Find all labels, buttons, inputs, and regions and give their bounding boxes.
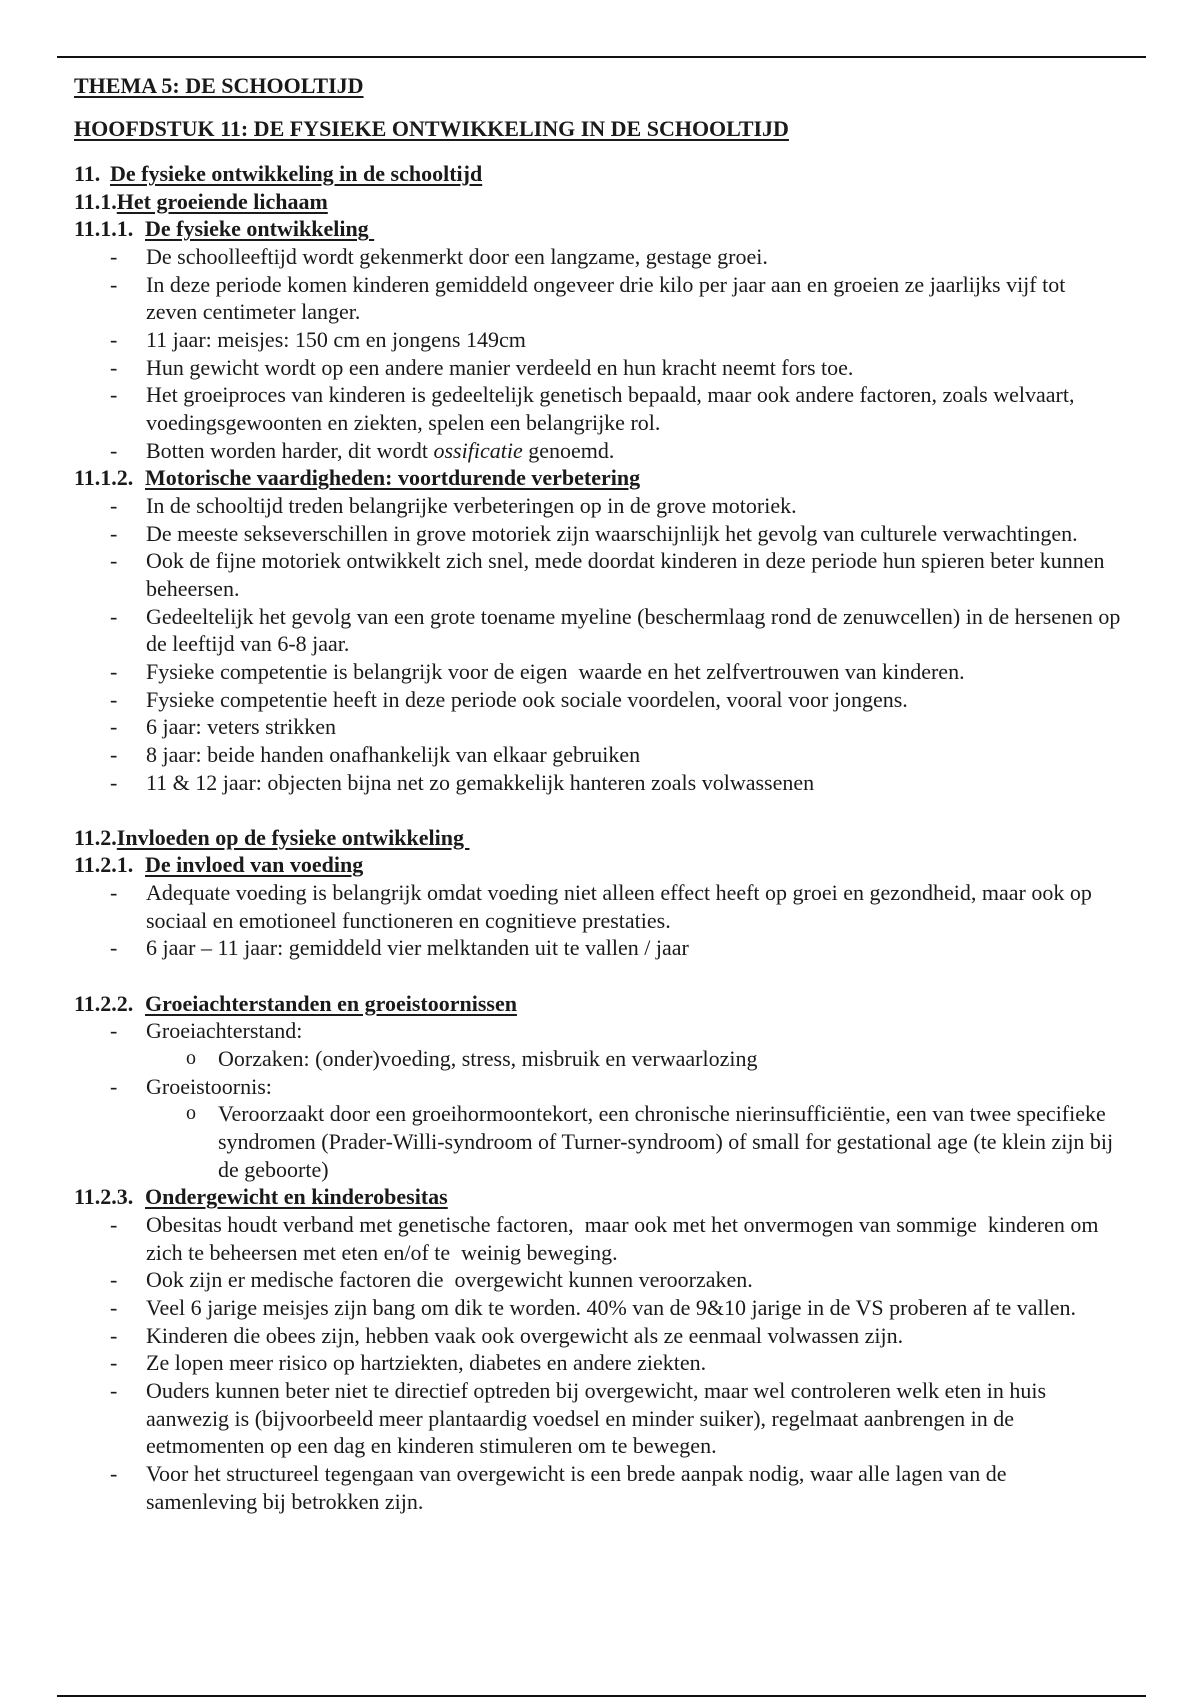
heading-11-2 xyxy=(74,824,1164,852)
top-rule xyxy=(57,56,1146,58)
theme-title: THEMA 5: DE SCHOOLTIJD xyxy=(74,73,364,98)
bullet-dash: - xyxy=(110,741,118,767)
bullet-text-line: Gedeeltelijk het gevolg van een grote toename myeline (beschermlaag rond de zenuwcellen) in de hersenen op xyxy=(146,603,1121,629)
heading-number: 11.1. xyxy=(74,188,117,214)
bullet-item xyxy=(74,1266,1164,1294)
bullet-text-line: Ouders kunnen beter niet te directief optreden bij overgewicht, maar wel controleren welk eten in huis xyxy=(146,1377,1047,1403)
bullet-dash: - xyxy=(110,1377,118,1403)
heading-title: Ondergewicht en kinderobesitas xyxy=(145,1184,448,1210)
bullet-item xyxy=(74,686,1164,714)
bullet-dash: - xyxy=(110,769,118,795)
bullet-item xyxy=(74,354,1164,382)
heading-number: 11. xyxy=(74,161,101,187)
bullet-item xyxy=(74,1322,1164,1350)
bullet-text-line: zich te beheersen met eten en/of te weinig beweging. xyxy=(146,1239,618,1265)
heading-11-2-2 xyxy=(74,990,1164,1018)
bullet-item xyxy=(74,437,1164,465)
bullet-text-line: Voor het structureel tegengaan van overgewicht is een brede aanpak nodig, waar alle lagen van de xyxy=(146,1460,1007,1486)
sub-bullet-item xyxy=(74,1100,1164,1183)
heading-title: De invloed van voeding xyxy=(145,852,364,878)
bullet-dash: - xyxy=(110,492,118,518)
bullet-item xyxy=(74,381,1164,436)
heading-11-1 xyxy=(74,188,1164,216)
bullet-item xyxy=(74,741,1164,769)
bullet-text-line: De meeste sekseverschillen in grove motoriek zijn waarschijnlijk het gevolg van culturele verwachtingen. xyxy=(146,520,1078,546)
sub-bullet-marker: o xyxy=(186,1102,196,1125)
heading-number: 11.2.3. xyxy=(74,1184,134,1210)
bullet-text-line: Veel 6 jarige meisjes zijn bang om dik te worden. 40% van de 9&10 jarige in de VS proberen af te vallen. xyxy=(146,1294,1077,1320)
heading-11-1-1 xyxy=(74,215,1164,243)
bullet-item xyxy=(74,713,1164,741)
heading-number: 11.2. xyxy=(74,824,117,850)
sub-bullet-item xyxy=(74,1045,1164,1073)
bullet-dash: - xyxy=(110,1018,118,1044)
bullet-dash: - xyxy=(110,327,118,353)
bullet-dash: - xyxy=(110,548,118,574)
heading-title: De fysieke ontwikkeling xyxy=(145,216,375,242)
bullet-text-segment: Botten worden harder, dit wordt xyxy=(146,437,434,463)
bullet-text-line: Fysieke competentie heeft in deze periode ook sociale voordelen, vooral voor jongens. xyxy=(146,686,908,712)
bullet-text-line: eetmomenten op een dag en kinderen stimuleren om te bewegen. xyxy=(146,1433,717,1459)
heading-title: Motorische vaardigheden: voortdurende verbetering xyxy=(145,465,641,491)
bullet-text-line: beheersen. xyxy=(146,575,240,601)
bottom-rule xyxy=(57,1695,1146,1697)
bullet-item xyxy=(74,1460,1164,1515)
bullet-text-line: De schoolleeftijd wordt gekenmerkt door een langzame, gestage groei. xyxy=(146,244,768,270)
heading-title: De fysieke ontwikkeling in de schooltijd xyxy=(110,161,483,187)
bullet-text-line: 8 jaar: beide handen onafhankelijk van elkaar gebruiken xyxy=(146,741,641,767)
bullet-text-line: Groeistoornis: xyxy=(146,1073,272,1099)
bullet-item xyxy=(74,326,1164,354)
bullet-text-line: samenleving bij betrokken zijn. xyxy=(146,1488,424,1514)
bullet-item xyxy=(74,520,1164,548)
bullet-item xyxy=(74,879,1164,934)
bullet-text-line: Het groeiproces van kinderen is gedeeltelijk genetisch bepaald, maar ook andere factoren, zoals welvaart, xyxy=(146,382,1075,408)
bullet-item xyxy=(74,1377,1164,1460)
bullet-item xyxy=(74,492,1164,520)
bullet-item xyxy=(74,934,1164,962)
bullet-dash: - xyxy=(110,520,118,546)
bullet-text-line: 11 & 12 jaar: objecten bijna net zo gemakkelijk hanteren zoals volwassenen xyxy=(146,769,815,795)
bullet-dash: - xyxy=(110,271,118,297)
bullet-dash: - xyxy=(110,382,118,408)
heading-11-2-1 xyxy=(74,851,1164,879)
bullet-dash: - xyxy=(110,935,118,961)
bullet-text-line: In deze periode komen kinderen gemiddeld ongeveer drie kilo per jaar aan en groeien ze jaarlijks vijf tot xyxy=(146,271,1066,297)
bullet-dash: - xyxy=(110,1350,118,1376)
bullet-item xyxy=(74,1017,1164,1045)
bullet-text-segment: genoemd. xyxy=(522,437,615,463)
bullet-dash: - xyxy=(110,244,118,270)
heading-title: Invloeden op de fysieke ontwikkeling xyxy=(116,824,470,850)
bullet-item xyxy=(74,1349,1164,1377)
bullet-text-line: 11 jaar: meisjes: 150 cm en jongens 149cm xyxy=(146,327,526,353)
heading-number: 11.2.1. xyxy=(74,852,134,878)
bullet-text-line: Ook zijn er medische factoren die overgewicht kunnen veroorzaken. xyxy=(146,1267,753,1293)
bullet-text-line: Obesitas houdt verband met genetische factoren, maar ook met het onvermogen van sommige kinderen om xyxy=(146,1212,1099,1237)
bullet-dash: - xyxy=(110,1212,118,1237)
bullet-dash: - xyxy=(110,658,118,684)
bullet-item xyxy=(74,603,1164,658)
bullet-dash: - xyxy=(110,1294,118,1320)
bullet-text-line: Fysieke competentie is belangrijk voor de eigen waarde en het zelfvertrouwen van kinderen. xyxy=(146,658,965,684)
bullet-dash: - xyxy=(110,1322,118,1348)
bullet-item xyxy=(74,271,1164,326)
bullet-text-line: Hun gewicht wordt op een andere manier verdeeld en hun kracht neemt fors toe. xyxy=(146,354,854,380)
bullet-item xyxy=(74,769,1164,797)
bullet-text-line: de leeftijd van 6-8 jaar. xyxy=(146,631,350,657)
chapter-title: HOOFDSTUK 11: DE FYSIEKE ONTWIKKELING IN DE SCHOOLTIJD xyxy=(74,116,789,142)
bullet-item xyxy=(74,1294,1164,1322)
document-body xyxy=(74,72,1164,1515)
heading-title: Het groeiende lichaam xyxy=(116,188,328,214)
bullet-text-line: In de schooltijd treden belangrijke verbeteringen op in de grove motoriek. xyxy=(146,492,797,518)
bullet-text-line: aanwezig is (bijvoorbeeld meer plantaardig voedsel en minder suiker), regelmaat aanbrengen in de xyxy=(146,1405,1015,1431)
bullet-dash: - xyxy=(110,1267,118,1293)
bullet-text-line xyxy=(146,437,1164,465)
bullet-item xyxy=(74,1211,1164,1266)
heading-number: 11.2.2. xyxy=(74,990,134,1016)
bullet-dash: - xyxy=(110,1073,118,1099)
bullet-dash: - xyxy=(110,880,118,906)
bullet-text-line: Kinderen die obees zijn, hebben vaak ook overgewicht als ze eenmaal volwassen zijn. xyxy=(146,1322,904,1348)
heading-11 xyxy=(74,160,1164,188)
ossificatie-term: ossificatie xyxy=(433,437,523,463)
bullet-text-line: zeven centimeter langer. xyxy=(146,299,361,325)
bullet-text-line: voedingsgewoonten en ziekten, spelen een belangrijke rol. xyxy=(146,410,661,435)
bullet-text-line: 6 jaar – 11 jaar: gemiddeld vier melktanden uit te vallen / jaar xyxy=(146,935,689,961)
bullet-item xyxy=(74,658,1164,686)
bullet-dash: - xyxy=(110,354,118,380)
bullet-text-line: Ze lopen meer risico op hartziekten, diabetes en andere ziekten. xyxy=(146,1350,707,1376)
bullet-dash: - xyxy=(110,1460,118,1486)
bullet-item xyxy=(74,1073,1164,1101)
bullet-dash: - xyxy=(110,686,118,712)
bullet-text-line: 6 jaar: veters strikken xyxy=(146,714,336,740)
sub-bullet-text-line: Veroorzaakt door een groeihormoontekort, een chronische nierinsufficiëntie, een van twee specifieke xyxy=(218,1101,1106,1127)
bullet-dash: - xyxy=(110,603,118,629)
bullet-item xyxy=(74,243,1164,271)
heading-number: 11.1.1. xyxy=(74,216,134,242)
sub-bullet-text-line: de geboorte) xyxy=(218,1156,329,1182)
bullet-item xyxy=(74,547,1164,602)
bullet-dash: - xyxy=(110,714,118,740)
heading-number: 11.1.2. xyxy=(74,465,134,491)
heading-title: Groeiachterstanden en groeistoornissen xyxy=(145,990,517,1016)
heading-11-1-2 xyxy=(74,464,1164,492)
sub-bullet-marker: o xyxy=(186,1047,196,1070)
bullet-text-line: Ook de fijne motoriek ontwikkelt zich snel, mede doordat kinderen in deze periode hun spieren beter kunnen xyxy=(146,548,1105,574)
bullet-dash: - xyxy=(110,437,118,463)
sub-bullet-text-line: syndromen (Prader-Willi-syndroom of Turner-syndroom) of small for gestational age (te klein zijn bij xyxy=(218,1129,1114,1155)
bullet-text-line: sociaal en emotioneel functioneren en cognitieve prestaties. xyxy=(146,907,671,933)
bullet-text-line: Groeiachterstand: xyxy=(146,1018,303,1044)
heading-11-2-3 xyxy=(74,1183,1164,1211)
bullet-text-line: Adequate voeding is belangrijk omdat voeding niet alleen effect heeft op groei en gezondheid, maar ook op xyxy=(146,880,1092,906)
sub-bullet-text-line: Oorzaken: (onder)voeding, stress, misbruik en verwaarlozing xyxy=(218,1046,758,1072)
